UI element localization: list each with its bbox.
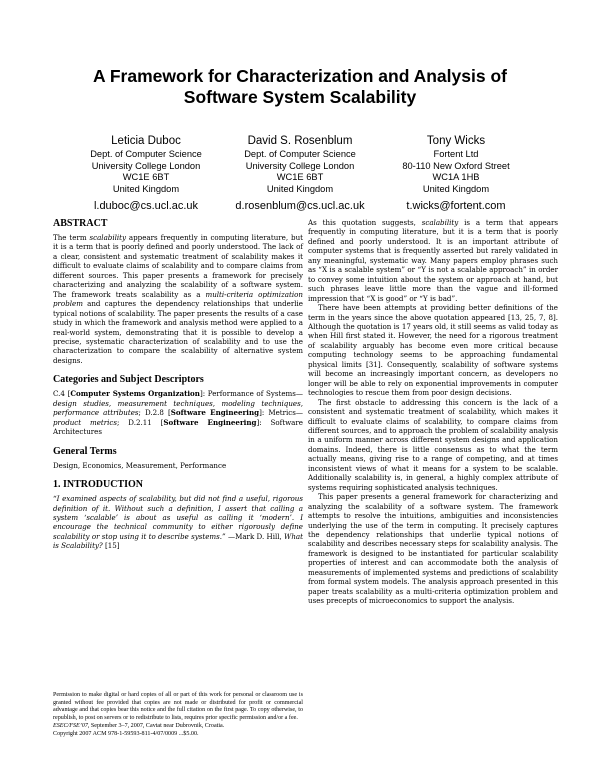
author-postcode: WC1A 1HB: [432, 172, 480, 182]
abstract-text-part: and captures the dependency relationships that underlie typical notions of scalability. The paper presents the results of a case study in which the framework and analysis method were applied to a real-world system, demonstrating that it is possible to develop a precise, systematic characterization of scalability and to use the characterization to compare the scalability of alternative system designs.: [53, 299, 303, 365]
categories-part: product metrics: [53, 417, 118, 427]
author-name: Leticia Duboc: [111, 135, 181, 147]
paragraph-part: As this quotation suggests,: [308, 218, 422, 227]
abstract-heading: ABSTRACT: [53, 218, 108, 229]
author-dept: Fortent Ltd: [433, 149, 479, 159]
intro-paragraph-2: There have been attempts at providing better definitions of the term in the years since the above quotation appeared [13, 25, 7, 8]. Although the quotation is 17 years old, it still seems as valid today as when Hill first stated it. However, the need for a rigorous treatment of scalability arguably has become even more critical because computing technology seems to be approaching fundamental physical limits [31]. Consequently, scalability of software systems will become an increasingly important concern, as developers no longer will be able to rely on exponential improvements in computer technologies to rescue them from poor design decisions.: [308, 303, 558, 398]
conference-date-location: September 3–7, 2007, Cavtat near Dubrovnik, Croatia.: [89, 722, 225, 729]
title-line-2: Software System Scalability: [183, 87, 417, 107]
categories-part: ]: Metrics—: [259, 408, 304, 418]
author-country: United Kingdom: [422, 183, 490, 194]
general-terms-text: Design, Economics, Measurement, Performance: [53, 460, 227, 470]
quote-source-title: What is Scalability?: [53, 531, 303, 551]
paragraph-part: is a term that appears frequently in computing literature, but it is a term that is poorly defined and poorly understood. It is an important attribute of computer systems that is frequently asserted but rarely validated in any meaningful, systematic way. Many papers employ phrases such as “X is a scalable system” or “Y is not a scalable approach” in order to convey some intuition about the system or approach at hand, but such phrases leave little more than the vague and ill-formed impression that “X is good” or “Y is bad”.: [308, 218, 558, 303]
copyright-line: Copyright 2007 ACM 978-1-59593-811-4/07/0009 ...$5.00.: [53, 730, 199, 737]
author-org: 80-110 New Oxford Street: [402, 160, 510, 171]
quote-attribution: —Mark D. Hill,: [225, 531, 285, 541]
introduction-heading: 1. INTRODUCTION: [53, 479, 144, 491]
author-dept: Dept. of Computer Science: [244, 149, 356, 159]
abstract-text: [53, 233, 303, 365]
categories-part: Computer Systems Organization: [70, 389, 200, 399]
categories-part: ; D.2.8 [: [138, 408, 171, 418]
author-org: University College London: [91, 160, 201, 171]
author-dept: Dept. of Computer Science: [90, 149, 202, 159]
title-line-1: A Framework for Characterization and Analysis of: [93, 66, 507, 86]
categories-part: design studies, measurement techniques, modeling techniques, performance attributes: [53, 398, 303, 418]
abstract-text-part: scalability: [89, 233, 127, 242]
author-email: t.wicks@fortent.com: [406, 200, 506, 212]
paragraph-part: scalability: [421, 218, 459, 227]
conference-info: [53, 723, 303, 731]
author-postcode: WC1E 6BT: [276, 172, 324, 182]
author-org: University College London: [245, 160, 355, 171]
conference-venue: ESEC/FSE’07,: [53, 722, 90, 729]
categories-part: Software Engineering: [170, 408, 260, 418]
abstract-text-part: multi-criteria optimization problem: [53, 289, 303, 309]
left-column: [53, 218, 303, 551]
categories-text: [53, 389, 303, 436]
author-postcode: WC1E 6BT: [122, 172, 170, 182]
general-terms-heading: General Terms: [53, 445, 117, 457]
categories-part: ]: Performance of Systems—: [199, 389, 303, 399]
right-column: [308, 218, 558, 606]
quote-citation: [15]: [102, 541, 120, 551]
author-block-2: [210, 134, 390, 213]
abstract-text-part: The term: [53, 233, 90, 242]
intro-paragraph-4: This paper presents a general framework for characterizing and analyzing the scalability of a software system. The framework attempts to resolve the intuitions, ambiguities and inconsistencies underlying the use of the term in computing. It precisely captures the dependency relationships that underlie typical notions of scalability and describes necessary steps for scalability analysis. The framework is designed to be instantiated for particular scalability properties of interest and can accommodate both the analysis of measurements of implemented systems and predictions of scalability from formal system models. The analysis approach presented in this paper treats scalability as a multi-criteria optimization problem and uses precepts of microeconomics to support the analysis.: [308, 492, 558, 606]
permission-footnote: [53, 692, 303, 738]
author-name: David S. Rosenblum: [247, 135, 353, 147]
categories-heading: Categories and Subject Descriptors: [53, 374, 204, 386]
categories-part: ; D.2.11 [: [117, 417, 164, 427]
paper-title: [40, 66, 560, 108]
author-country: United Kingdom: [266, 183, 334, 194]
categories-part: C.4 [: [53, 389, 71, 399]
epigraph-quote: [53, 494, 303, 551]
abstract-text-part: appears frequently in computing literature, but it is a term that is poorly defined and poorly understood. The lack of a clear, consistent and systematic treatment of scalability makes it difficult to evaluate claims of scalability and to compare claims from different sources. This paper presents a framework for precisely characterizing and analyzing the scalability of a software system. The framework treats scalability as a: [53, 233, 303, 299]
author-email: l.duboc@cs.ucl.ac.uk: [93, 200, 199, 212]
intro-paragraph-3: The first obstacle to addressing this concern is the lack of a consistent and systematic treatment of scalability, which makes it difficult to evaluate claims of scalability, to compare claims from different sources, and to approach the problem of scalability analysis in a uniform manner across different system designs and application domains. Indeed, there is little consensus as to what the term actually means, giving rise to a range of competing, and at times inconsistent views of what it means for a system to be scalable. Additionally scalability is, in general, a highly complex attribute of systems requiring sophisticated analysis techniques.: [308, 397, 558, 492]
author-country: United Kingdom: [112, 183, 180, 194]
quote-text: “I examined aspects of scalability, but did not find a useful, rigorous definition of it. Without such a definition, I assert that calling a system ‘scalable’ is about as useful as calling it ‘modern’. I encourage the technical community to either rigorously define scalability or stop using it to describe systems.”: [53, 494, 303, 541]
intro-paragraph-1: [308, 218, 558, 303]
author-email: d.rosenblum@cs.ucl.ac.uk: [235, 200, 365, 212]
author-name: Tony Wicks: [426, 135, 486, 147]
author-block-1: [56, 134, 236, 213]
permission-text: Permission to make digital or hard copies of all or part of this work for personal or classroom use is granted without fee provided that copies are not made or distributed for profit or commercial advantage and that copies bear this notice and the full citation on the first page. To copy otherwise, to republish, to post on servers or to redistribute to lists, requires prior specific permission and/or a fee.: [53, 692, 303, 722]
categories-part: Software Engineering: [163, 417, 257, 427]
author-block-3: [366, 134, 546, 213]
categories-part: ]: Software Architectures: [53, 417, 303, 437]
